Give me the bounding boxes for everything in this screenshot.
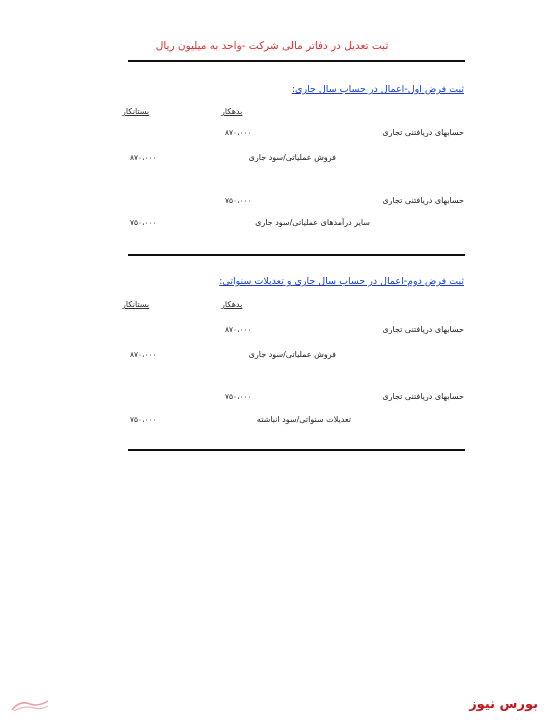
section-2-credit-header: بستانکار bbox=[122, 300, 150, 309]
section-2-title: ثبت فرض دوم-اعمال در حساب سال جاری و تعدیلات سنواتی: bbox=[219, 276, 464, 287]
section-1-credit-header: بستانکار bbox=[122, 107, 150, 116]
journal-debit-account: حسابهای دریافتنی تجاری bbox=[382, 392, 464, 401]
section-1-title: ثبت فرض اول-اعمال در حساب سال جاری: bbox=[291, 84, 464, 95]
bottom-divider bbox=[128, 449, 465, 451]
section-2-debit-header: بدهکار bbox=[221, 300, 243, 309]
journal-debit-account: حسابهای دریافتنی تجاری bbox=[382, 196, 464, 205]
journal-credit-account: فروش عملیاتی/سود جاری bbox=[248, 350, 336, 359]
brand-logo-icon bbox=[10, 698, 50, 712]
brand-logo-text: بورس نیوز bbox=[469, 697, 538, 712]
journal-credit-amount: ۸۷۰،۰۰۰ bbox=[130, 153, 157, 162]
top-divider bbox=[128, 60, 465, 62]
section-1-debit-header: بدهکار bbox=[221, 107, 243, 116]
journal-credit-account: سایر درآمدهای عملیاتی/سود جاری bbox=[255, 218, 370, 227]
journal-debit-amount: ۷۵۰،۰۰۰ bbox=[225, 392, 252, 401]
journal-debit-amount: ۸۷۰،۰۰۰ bbox=[225, 128, 252, 137]
journal-credit-account: تعدیلات سنواتی/سود انباشته bbox=[256, 415, 351, 424]
journal-credit-account: فروش عملیاتی/سود جاری bbox=[248, 153, 336, 162]
journal-credit-amount: ۸۷۰،۰۰۰ bbox=[130, 350, 157, 359]
page-title: ثبت تعدیل در دفاتر مالی شرکت -واحد به میلیون ریال bbox=[155, 40, 389, 52]
middle-divider bbox=[128, 254, 465, 256]
journal-debit-amount: ۸۷۰،۰۰۰ bbox=[225, 325, 252, 334]
journal-debit-amount: ۷۵۰،۰۰۰ bbox=[225, 196, 252, 205]
journal-credit-amount: ۷۵۰،۰۰۰ bbox=[130, 218, 157, 227]
journal-debit-account: حسابهای دریافتنی تجاری bbox=[382, 325, 464, 334]
journal-credit-amount: ۷۵۰،۰۰۰ bbox=[130, 415, 157, 424]
journal-debit-account: حسابهای دریافتنی تجاری bbox=[382, 128, 464, 137]
